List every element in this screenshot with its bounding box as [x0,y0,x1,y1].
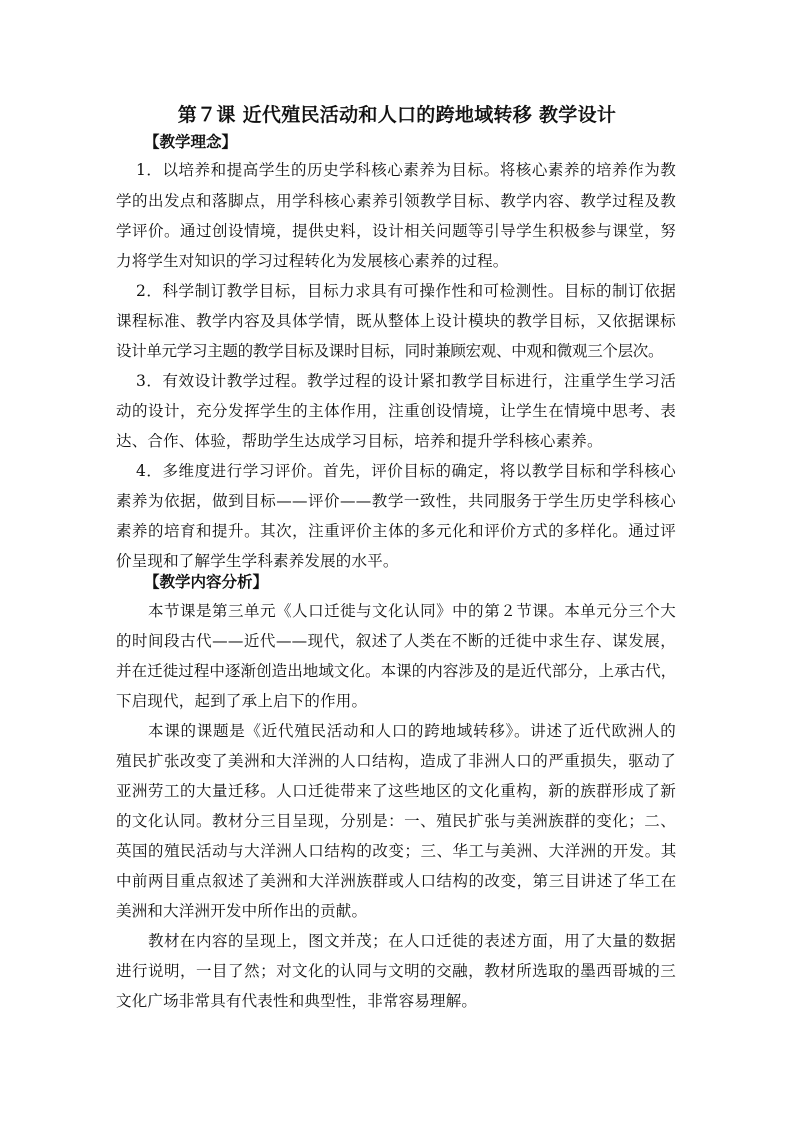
paragraph-line: 4．多维度进行学习评价。首先，评价目标的确定，将以教学目标和学科核心 [136,462,676,480]
paragraph-line: 动的设计，充分发挥学生的主体作用，注重创设情境，让学生在情境中思考、表 [116,402,676,420]
paragraph-line: 进行说明，一目了然；对文化的认同与文明的交融，教材所选取的墨西哥城的三 [116,962,676,980]
paragraph-line: 并在迁徙过程中逐渐创造出地域文化。本课的内容涉及的是近代部分，上承古代， [116,662,676,680]
paragraph-line: 学评价。通过创设情境，提供史料，设计相关问题等引导学生积极参与课堂，努 [116,222,676,240]
paragraph-line: 素养为依据，做到目标——评价——教学一致性，共同服务于学生历史学科核心 [116,492,676,510]
paragraph-line: 美洲和大洋洲开发中所作出的贡献。 [116,902,368,920]
paragraph-line: 2．科学制订教学目标，目标力求具有可操作性和可检测性。目标的制订依据 [136,282,676,300]
paragraph-line: 本课的课题是《近代殖民活动和人口的跨地域转移》。讲述了近代欧洲人的 [148,722,676,740]
paragraph-line: 价呈现和了解学生学科素养发展的水平。 [116,552,399,570]
section-heading-content-analysis: 【教学内容分析】 [144,572,269,591]
paragraph-line: 殖民扩张改变了美洲和大洋洲的人口结构，造成了非洲人口的严重损失，驱动了 [116,752,676,770]
paragraph-line: 3．有效设计教学过程。教学过程的设计紧扣教学目标进行，注重学生学习活 [136,372,676,390]
paragraph-line: 达、合作、体验，帮助学生达成学习目标，培养和提升学科核心素养。 [116,432,603,450]
paragraph-line: 的时间段古代——近代——现代，叙述了人类在不断的迁徙中求生存、谋发展， [116,632,676,650]
paragraph-line: 课程标准、教学内容及具体学情，既从整体上设计模块的教学目标，又依据课标 [116,312,676,330]
paragraph-line: 素养的培育和提升。其次，注重评价主体的多元化和评价方式的多样化。通过评 [116,522,676,540]
section-heading-teaching-philosophy: 【教学理念】 [144,132,238,151]
paragraph-line: 下启现代，起到了承上启下的作用。 [116,692,368,710]
paragraph-line: 设计单元学习主题的教学目标及课时目标，同时兼顾宏观、中观和微观三个层次。 [116,342,664,360]
paragraph-line: 中前两目重点叙述了美洲和大洋洲族群或人口结构的改变，第三目讲述了华工在 [116,872,676,890]
paragraph-line: 1．以培养和提高学生的历史学科核心素养为目标。将核心素养的培养作为教 [136,161,676,179]
paragraph-line: 亚洲劳工的大量迁移。人口迁徙带来了这些地区的文化重构，新的族群形成了新 [116,782,676,800]
paragraph-line: 教材在内容的呈现上，图文并茂；在人口迁徙的表述方面，用了大量的数据 [148,932,676,950]
paragraph-line: 力将学生对知识的学习过程转化为发展核心素养的过程。 [116,252,509,270]
document-title: 第７课 近代殖民活动和人口的跨地域转移 教学设计 [177,104,617,126]
paragraph-line: 的文化认同。教材分三目呈现，分别是：一、殖民扩张与美洲族群的变化；二、 [116,812,676,830]
paragraph-line: 学的出发点和落脚点，用学科核心素养引领教学目标、教学内容、教学过程及教 [116,192,676,210]
paragraph-line: 本节课是第三单元《人口迁徙与文化认同》中的第２节课。本单元分三个大 [148,602,676,620]
paragraph-line: 文化广场非常具有代表性和典型性，非常容易理解。 [116,992,478,1010]
paragraph-line: 英国的殖民活动与大洋洲人口结构的改变；三、华工与美洲、大洋洲的开发。其 [116,842,676,860]
